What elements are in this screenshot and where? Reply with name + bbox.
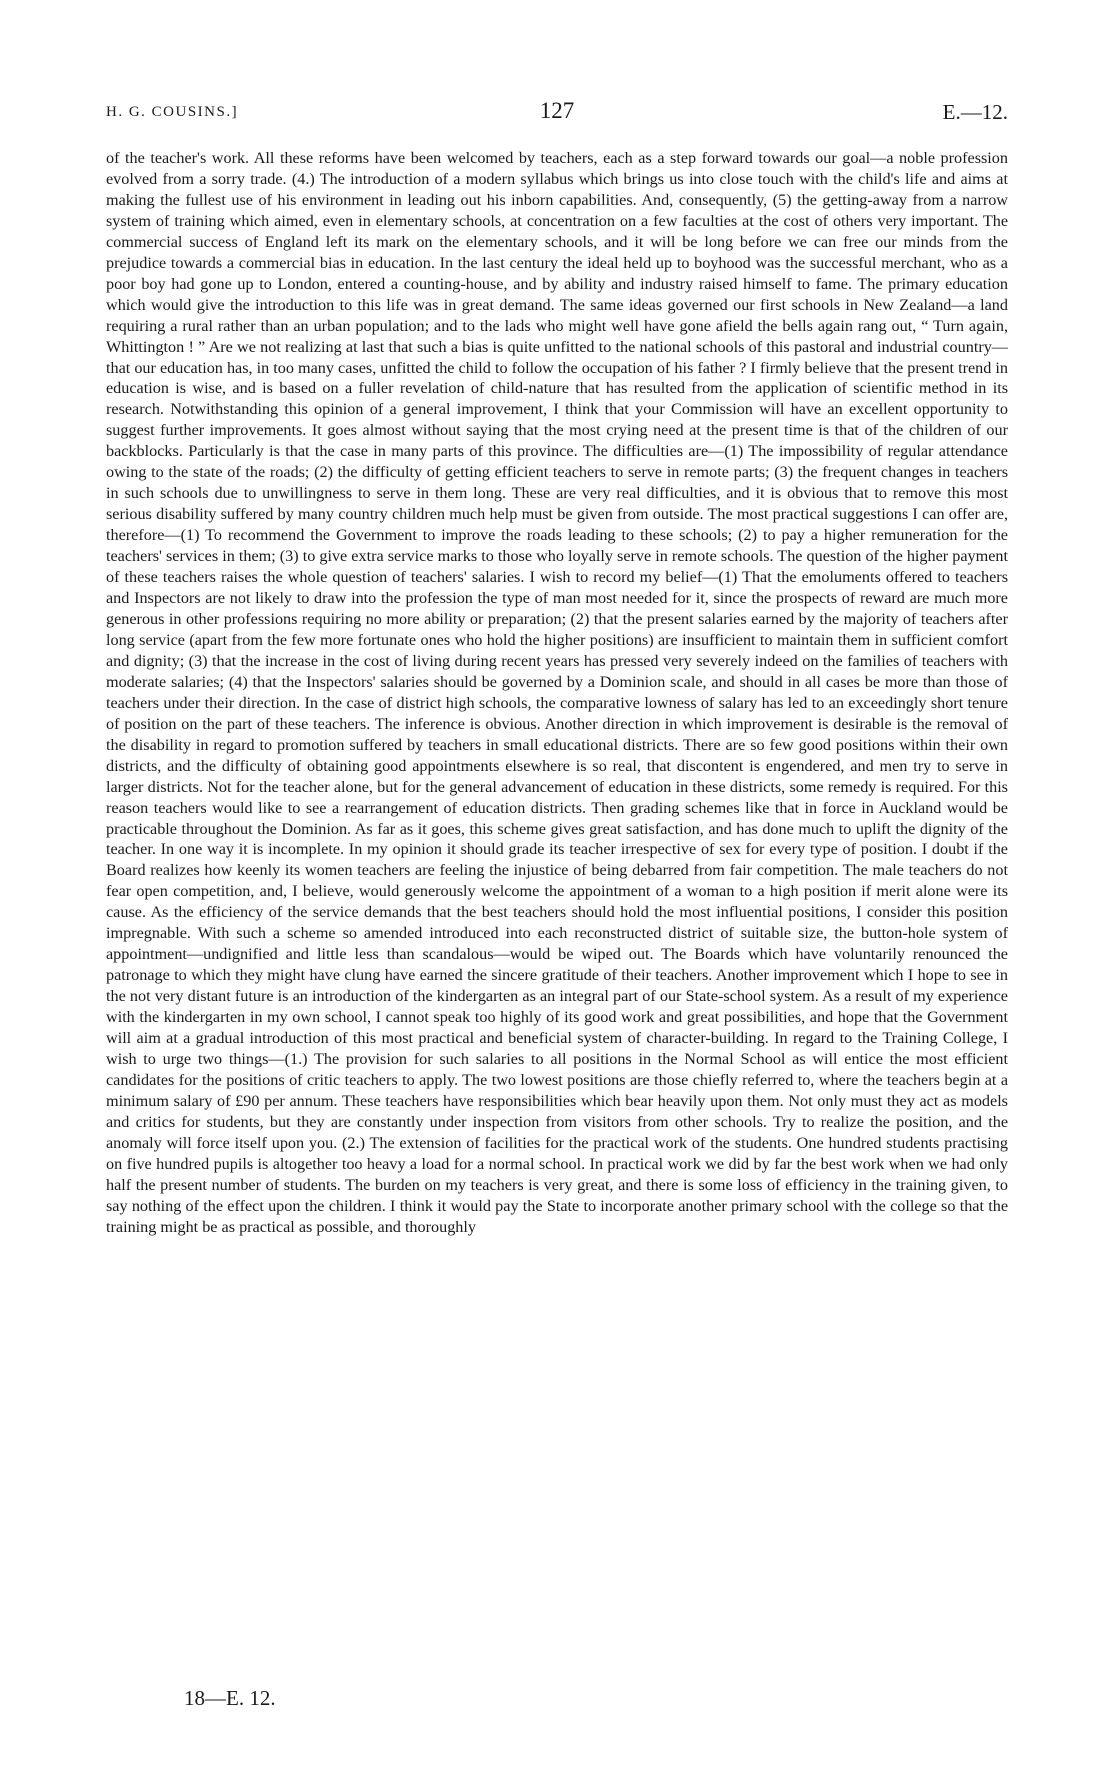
header-author: H. G. COUSINS.] [106, 104, 239, 120]
page-number: 127 [539, 98, 575, 123]
page-header [106, 98, 1008, 130]
signature-mark: 18—E. 12. [184, 1686, 276, 1710]
body-paragraph: of the teacher's work. All these reforms have been welcomed by teachers, each as a step forward towards our goal—a noble profession evolved from a sorry trade. (4.) The introduction of a modern syllabus which brings us into close touch with the child's life and aims at making the fullest use of his environment in leading out his inborn capabilities. And, consequently, (5) the getting-away from a narrow system of training which aimed, even in elementary schools, at concentration on a few faculties at the cost of others very important. The commercial success of England left its mark on the elementary schools, and it will be long before we can free our minds from the prejudice towards a commercial bias in education. In the last century the ideal held up to boyhood was the successful merchant, who as a poor boy had gone up to London, entered a counting-house, and by ability and industry raised himself to fame. The primary education which would give the introduction to this life was in great demand. The same ideas governed our first schools in New Zealand—a land requiring a rural rather than an urban population; and to the lads who might well have gone afield the bells again rang out, “ Turn again, Whittington ! ” Are we not realizing at last that such a bias is quite unfitted to the national schools of this pastoral and industrial country—that our education has, in too many cases, unfitted the child to follow the occupation of his father ? I firmly believe that the present trend in education is wise, and is based on a fuller revelation of child-nature that has resulted from the application of scientific method in its research. Notwithstanding this opinion of a general improvement, I think that your Commission will have an excellent opportunity to suggest further improvements. It goes almost without saying that the most crying need at the present time is that of the children of our backblocks. Particularly is that the case in many parts of this province. The difficulties are—(1) The impossibility of regular attendance owing to the state of the roads; (2) the difficulty of getting efficient teachers to serve in remote parts; (3) the frequent changes in teachers in such schools due to unwillingness to serve in them long. These are very real difficulties, and it is obvious that to remove this most serious disability suffered by many country children much help must be given from outside. The most practical suggestions I can offer are, therefore—(1) To recommend the Government to improve the roads leading to these schools; (2) to pay a higher remuneration for the teachers' services in them; (3) to give extra service marks to those who loyally serve in remote schools. The question of the higher payment of these teachers raises the whole question of teachers' salaries. I wish to record my belief—(1) That the emoluments offered to teachers and Inspectors are not likely to draw into the profession the type of man most needed for it, since the prospects of reward are much more generous in other professions requiring no more ability or preparation; (2) that the present salaries earned by the majority of teachers after long service (apart from the few more fortunate ones who hold the higher positions) are insufficient to maintain them in sufficient comfort and dignity; (3) that the increase in the cost of living during recent years has pressed very severely indeed on the families of teachers with moderate salaries; (4) that the Inspectors' salaries should be governed by a Dominion scale, and should in all cases be more than those of teachers under their direction. In the case of district high schools, the comparative lowness of salary has led to an exceedingly short tenure of position on the part of these teachers. The inference is obvious. Another direction in which improvement is desirable is the removal of the disability in regard to promotion suffered by teachers in small educational districts. There are so few good positions within their own districts, and the difficulty of obtaining good appointments elsewhere is so real, that discontent is engendered, and men try to serve in larger districts. Not for the teacher alone, but for the general advancement of education in these districts, some remedy is required. For this reason teachers would like to see a rearrangement of education districts. Then grading schemes like that in force in Auckland would be practicable throughout the Dominion. As far as it goes, this scheme gives great satisfaction, and has done much to uplift the dignity of the teacher. In one way it is incomplete. In my opinion it should grade its teacher irrespective of sex for every type of position. I doubt if the Board realizes how keenly its women teachers are feeling the injustice of being debarred from fair competition. The male teachers do not fear open competition, and, I believe, would generously welcome the appointment of a woman to a high position if merit alone were its cause. As the efficiency of the service demands that the best teachers should hold the most influential positions, I consider this position impregnable. With such a scheme so amended introduced into each reconstructed district of suitable size, the button-hole system of appointment—undignified and little less than scandalous—would be wiped out. The Boards which have voluntarily renounced the patronage to which they might have clung have earned the sincere gratitude of their teachers. Another improvement which I hope to see in the not very distant future is an introduction of the kindergarten as an integral part of our State-school system. As a result of my experience with the kindergarten in my own school, I cannot speak too highly of its good work and great possibilities, and hope that the Government will aim at a gradual introduction of this most practical and beneficial system of character-building. In regard to the Training College, I wish to urge two things—(1.) The provision for such salaries to all positions in the Normal School as will entice the most efficient candidates for the positions of critic teachers to apply. The two lowest positions are those chiefly referred to, where the teachers begin at a minimum salary of £90 per annum. These teachers have responsibilities which bear heavily upon them. Not only must they act as models and critics for students, but they are constantly under inspection from visitors from other schools. Try to realize the position, and the anomaly will force itself upon you. (2.) The extension of facilities for the practical work of the students. One hundred students practising on five hundred pupils is altogether too heavy a load for a normal school. In practical work we did by far the best work when we had only half the present number of students. The burden on my teachers is very great, and there is some loss of efficiency in the training given, to say nothing of the effect upon the children. I think it would pay the State to incorporate another primary school with the college so that the training might be as practical as possible, and thoroughly [106, 149, 1008, 1236]
document-reference: E.—12. [942, 100, 1008, 124]
